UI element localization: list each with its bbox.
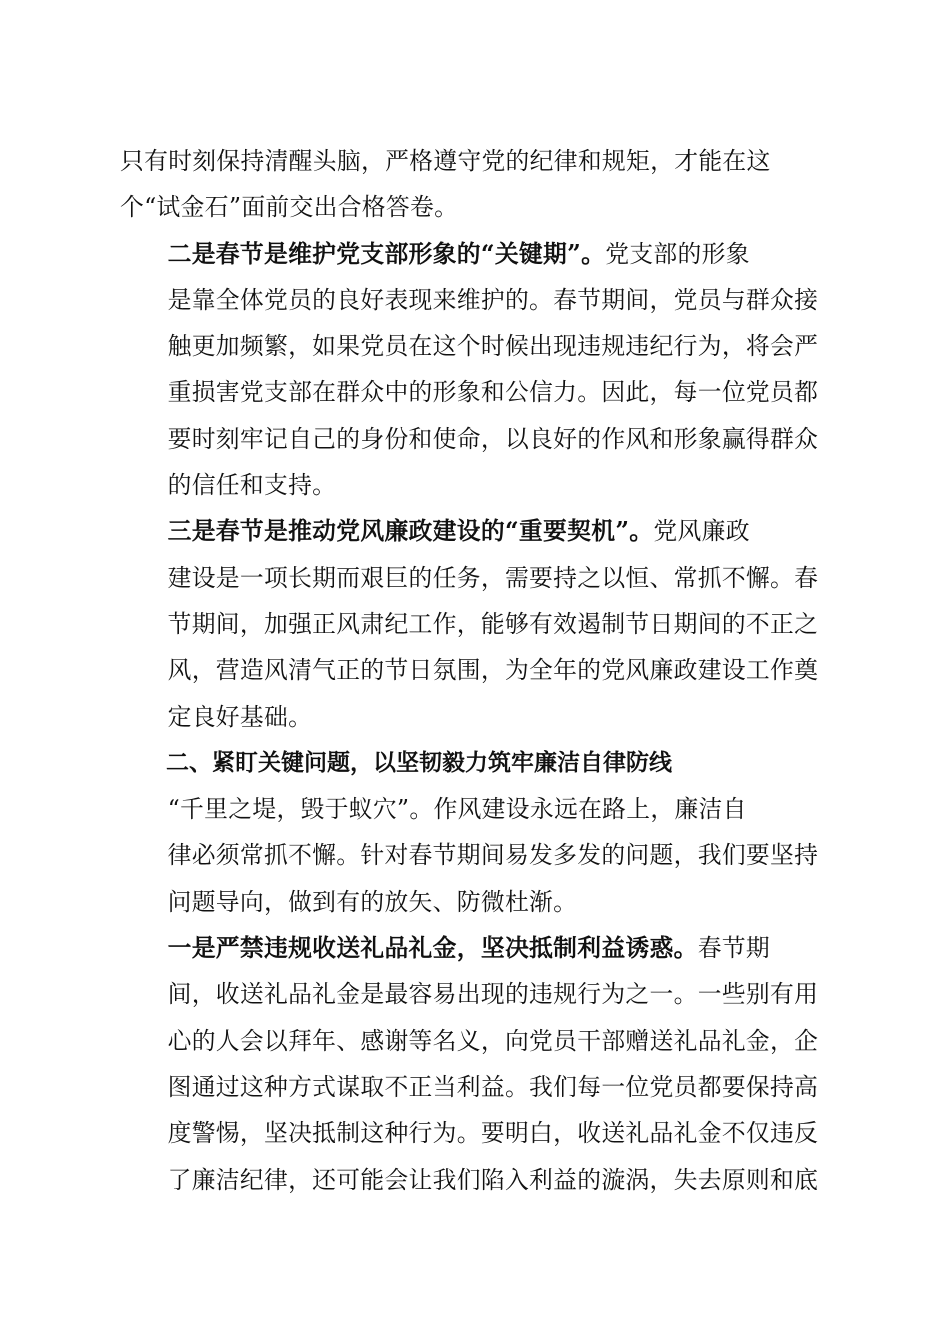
text-line: 风，营造风清气正的节日氛围，为全年的党风廉政建设工作奠: [167, 656, 819, 685]
document-body: [120, 138, 832, 1203]
section-heading: 二、紧盯关键问题，以坚韧毅力筑牢廉洁自律防线: [166, 749, 672, 776]
text-line: 律必须常抓不懈。针对春节期间易发多发的问题，我们要坚持: [167, 841, 819, 870]
text-line: 问题导向，做到有的放矢、防微杜渐。: [167, 887, 578, 916]
text-fragment: 党风廉政: [653, 517, 750, 546]
text-line: 度警惕，坚决抵制这种行为。要明白，收送礼品礼金不仅违反: [167, 1119, 819, 1148]
text-line: 触更加频繁，如果党员在这个时候出现违规违纪行为，将会严: [167, 332, 819, 361]
text-fragment: “千里之堤，毁于蚁穴”。作风建设永远在路上，廉洁自: [167, 795, 747, 824]
text-line: 节期间，加强正风肃纪工作，能够有效遏制节日期间的不正之: [167, 609, 819, 638]
text-line: 图通过这种方式谋取不正当利益。我们每一位党员都要保持高: [167, 1072, 819, 1101]
text-line: 只有时刻保持清醒头脑，严格遵守党的纪律和规矩，才能在这: [120, 147, 771, 175]
paragraph-clean-governance: [120, 508, 832, 739]
paragraph-lead-sentence: 一是严禁违规收送礼品礼金，坚决抵制利益诱惑。: [167, 934, 698, 963]
text-line: 了廉洁纪律，还可能会让我们陷入利益的漩涡，失去原则和底: [167, 1165, 819, 1194]
text-line: 建设是一项长期而艰巨的任务，需要持之以恒、常抓不懈。春: [167, 563, 819, 592]
paragraph-party-branch-image: [120, 231, 832, 509]
paragraph-lead-sentence: 二是春节是维护党支部形象的“关键期”。: [167, 239, 606, 268]
text-line: 的信任和支持。: [167, 471, 337, 500]
paragraph-intro-quote: [120, 786, 832, 925]
text-line: 是靠全体党员的良好表现来维护的。春节期间，党员与群众接: [167, 285, 819, 314]
text-fragment: 春节期: [697, 934, 771, 963]
text-line: 定良好基础。: [167, 702, 313, 731]
text-line: 重损害党支部在群众中的形象和公信力。因此，每一位党员都: [167, 378, 819, 407]
text-line: 个“试金石”面前交出合格答卷。: [120, 193, 459, 222]
paragraph-gifts-ban: [120, 925, 832, 1203]
text-line: 要时刻牢记自己的身份和使命，以良好的作风和形象赢得群众: [167, 424, 819, 453]
paragraph-lead-sentence: 三是春节是推动党风廉政建设的“重要契机”。: [167, 517, 654, 546]
text-line: 间，收送礼品礼金是最容易出现的违规行为之一。一些别有用: [167, 980, 819, 1009]
text-line: 心的人会以拜年、感谢等名义，向党员干部赠送礼品礼金，企: [167, 1026, 819, 1055]
text-fragment: 党支部的形象: [605, 239, 750, 268]
paragraph-continuation: [120, 138, 832, 231]
